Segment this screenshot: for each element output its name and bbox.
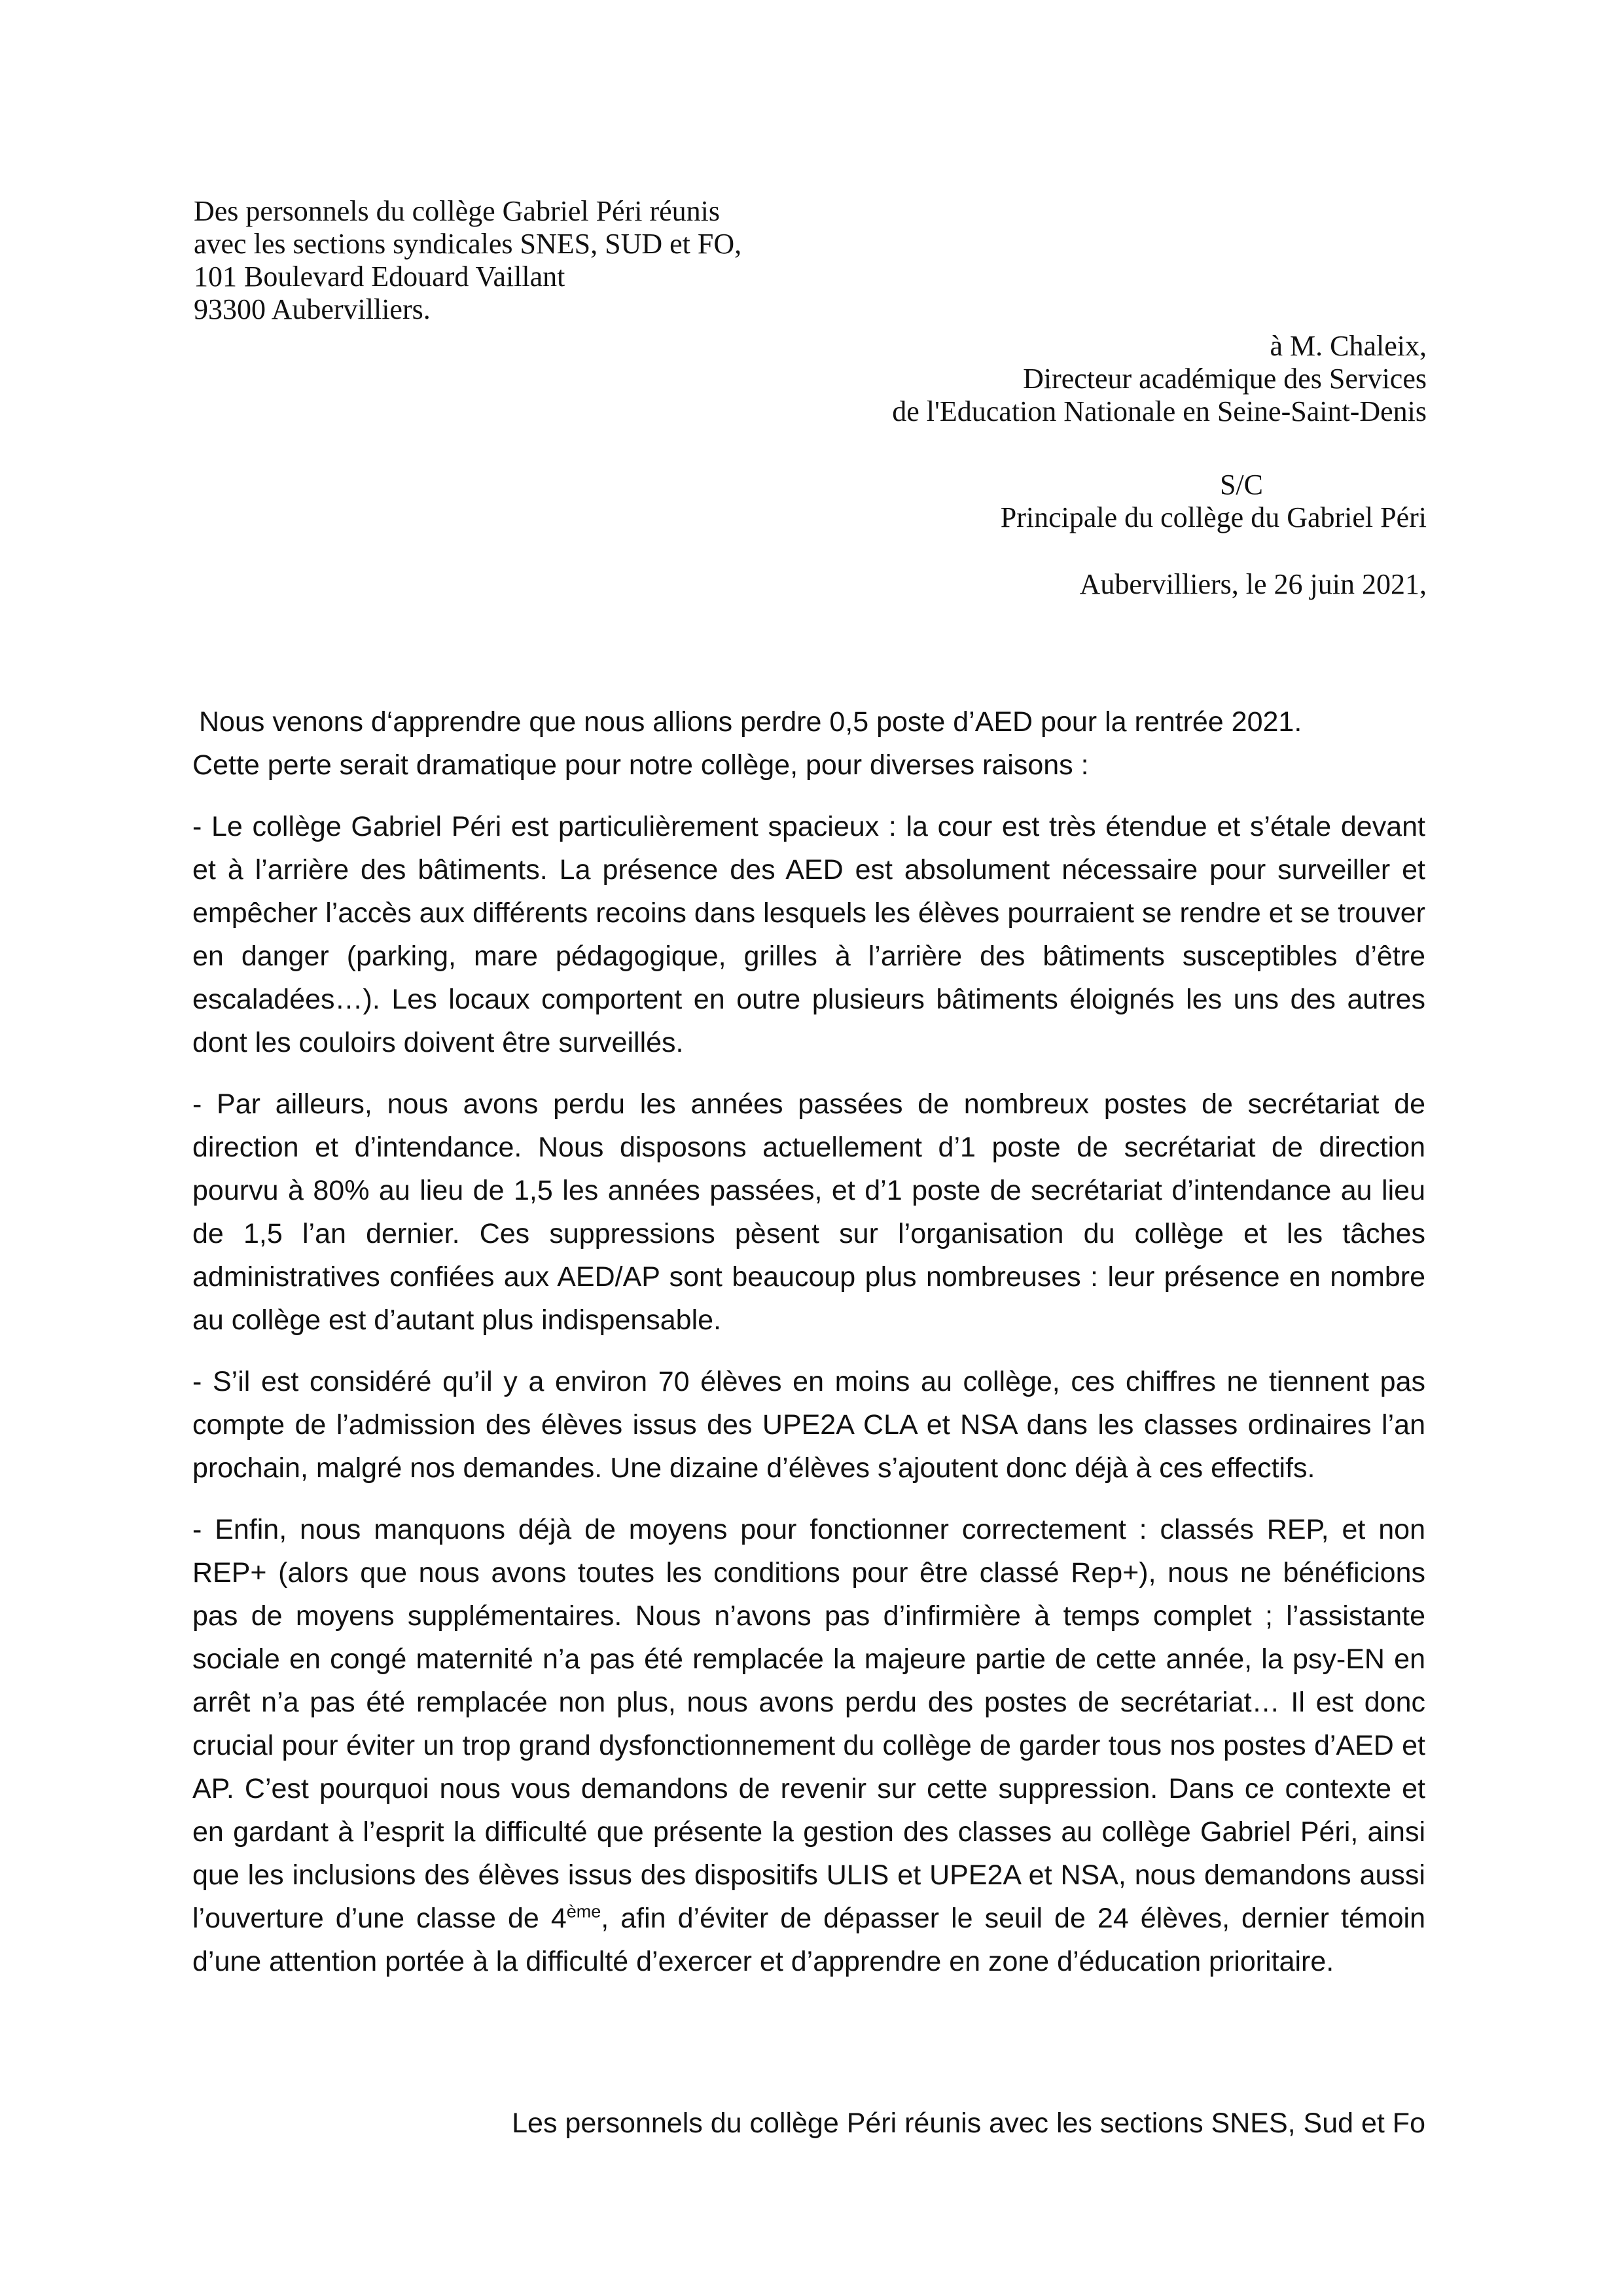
body-paragraph: - Par ailleurs, nous avons perdu les années passées de nombreux postes de secrétariat de direction et d’intendance. Nous disposons actuellement d’1 poste de secrétariat de direction pourvu à 80% au lieu de 1,5 les années passées, et d’1 poste de secrétariat d’intendance au lieu de 1,5 l’an dernier. Ces suppressions pèsent sur l’organisation du collège et les tâches administratives confiées aux AED/AP sont beaucoup plus nombreuses : leur présence en nombre au collège est d’autant plus indispensable. <box>192 1088 1425 1336</box>
recipient-title: Directeur académique des Services <box>1023 363 1427 395</box>
paragraph-text: - Enfin, nous manquons déjà de moyens pour fonctionner correctement : classés REP, et non REP+ (alors que nous avons toutes les conditions pour être classé Rep+), nous ne bénéficions pas de moyens supplémentaires. Nous n’avons pas d’infirmière à temps complet ; l’assistante sociale en congé maternité n’a pas été remplacée la majeure partie de cette année, la psy-EN en arrêt n’a pas été remplacée non plus, nous avons perdu des postes de secrétariat… Il est donc crucial pour éviter un trop grand dysfonctionnement du collège de garder tous nos postes d’AED et AP. C’est pourquoi nous vous demandons de revenir sur cette suppression. Dans ce contexte et en gardant à l’esprit la difficulté que présente la gestion des classes au collège Gabriel Péri, ainsi que les inclusions des élèves issus des dispositifs ULIS et UPE2A et NSA, nous demandons aussi l’ouverture d’une classe de 4 <box>192 1514 1425 1934</box>
recipient-name: à M. Chaleix, <box>1270 330 1427 362</box>
sender-address-line: 101 Boulevard Edouard Vaillant <box>194 260 565 293</box>
sous-couvert-label: S/C <box>1219 469 1263 501</box>
letter-body <box>192 700 1425 2001</box>
body-paragraph: - Le collège Gabriel Péri est particulièrement spacieux : la cour est très étendue et s’étale devant et à l’arrière des bâtiments. La présence des AED est absolument nécessaire pour surveiller et empêcher l’accès aux différents recoins dans lesquels les élèves pourraient se rendre et se trouver en danger (parking, mare pédagogique, grilles à l’arrière des bâtiments susceptibles d’être escaladées…). Les locaux comportent en outre plusieurs bâtiments éloignés les uns des autres dont les couloirs doivent être surveillés. <box>192 811 1425 1058</box>
body-paragraph: - S’il est considéré qu’il y a environ 70 élèves en moins au collège, ces chiffres ne tiennent pas compte de l’admission des élèves issus des UPE2A CLA et NSA dans les classes ordinaires l’an prochain, malgré nos demandes. Une dizaine d’élèves s’ajoutent donc déjà à ces effectifs. <box>192 1366 1425 1484</box>
sender-city-line: 93300 Aubervilliers. <box>194 293 431 325</box>
intro-line: Cette perte serait dramatique pour notre collège, pour diverses raisons : <box>192 749 1089 781</box>
sender-block <box>194 195 1044 326</box>
sender-line: avec les sections syndicales SNES, SUD et FO, <box>194 228 742 260</box>
paragraph-text: , afin d’éviter de dépasser le seuil de 24 élèves, dernier témoin d’une attention portée à la difficulté d’exercer et d’apprendre en zone d’éducation prioritaire. <box>192 1903 1426 1977</box>
ordinal-superscript: ème <box>566 1901 601 1922</box>
sous-couvert-recipient: Principale du collège du Gabriel Péri <box>1000 501 1427 533</box>
intro-paragraph <box>192 700 1425 787</box>
intro-line: Nous venons d‘apprendre que nous allions perdre 0,5 poste d’AED pour la rentrée 2021. <box>199 706 1302 738</box>
body-paragraph <box>192 1508 1425 1983</box>
recipient-title: de l'Education Nationale en Seine-Saint-Denis <box>892 395 1427 427</box>
sous-couvert-block <box>576 469 1427 534</box>
signature-line: Les personnels du collège Péri réunis avec les sections SNES, Sud et Fo <box>512 2108 1425 2139</box>
recipient-block <box>576 330 1427 428</box>
sender-line: Des personnels du collège Gabriel Péri réunis <box>194 195 720 227</box>
letter-date: Aubervilliers, le 26 juin 2021, <box>1079 568 1427 600</box>
